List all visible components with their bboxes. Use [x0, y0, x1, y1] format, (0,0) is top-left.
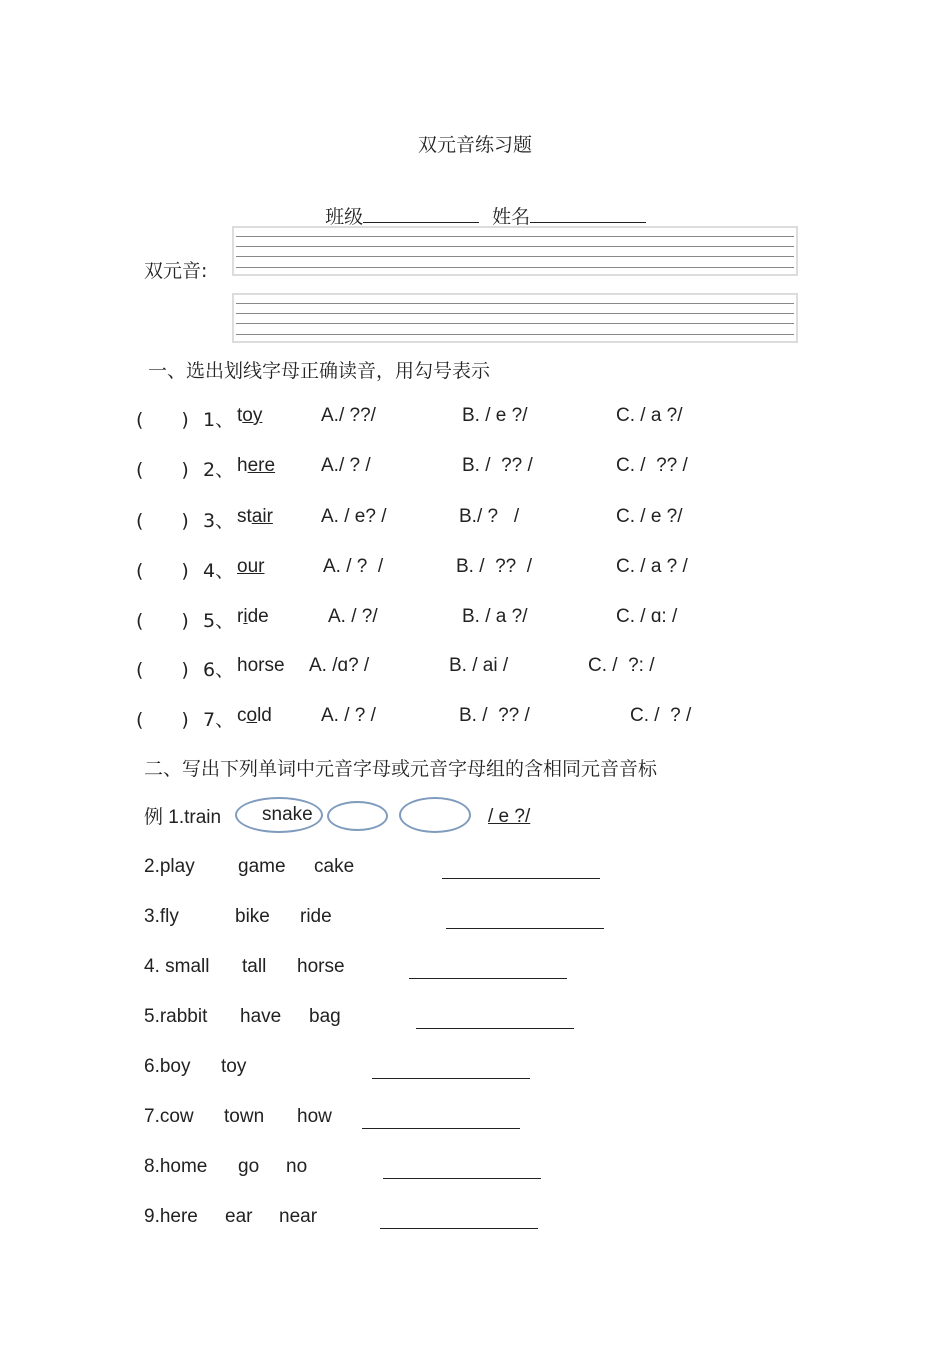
word-underlined: oy [242, 405, 263, 426]
row-word-3: bag [309, 1006, 341, 1027]
example-label: 例 1.train [144, 807, 222, 828]
word-underlined: ere [247, 455, 276, 476]
option-b[interactable]: B. / ?? / [459, 705, 530, 726]
answer-paren[interactable]: ( ) [136, 510, 189, 532]
item-word [237, 556, 264, 578]
diphthong-label: 双元音: [144, 260, 208, 282]
item-number: 2、 [203, 459, 235, 481]
option-b[interactable]: B. / a ?/ [462, 606, 528, 627]
class-blank[interactable] [363, 204, 479, 223]
row-word-2: toy [221, 1056, 247, 1077]
item-word [237, 506, 273, 528]
answer-blank[interactable] [446, 928, 604, 929]
option-a[interactable]: A. /ɑ? / [309, 655, 370, 676]
option-b[interactable]: B. / e ?/ [462, 405, 528, 426]
word-underlined: our [237, 556, 265, 577]
name-blank[interactable] [530, 204, 646, 223]
writing-box-2[interactable] [232, 293, 798, 343]
row-word-1: 6.boy [144, 1056, 191, 1077]
answer-paren[interactable]: ( ) [136, 560, 189, 582]
item-number: 4、 [203, 560, 235, 582]
row-word-2: go [238, 1156, 260, 1177]
item-word [237, 705, 272, 727]
item-word [237, 655, 285, 677]
word-underlined: air [251, 506, 273, 527]
writing-box-1[interactable] [232, 226, 798, 276]
item-number: 1、 [203, 409, 235, 431]
row-word-2: town [224, 1106, 265, 1127]
answer-paren[interactable]: ( ) [136, 610, 189, 632]
row-word-2: game [238, 856, 286, 877]
option-a[interactable]: A. / ? / [323, 556, 384, 577]
name-label: 姓名 [492, 206, 531, 228]
row-word-3: how [297, 1106, 332, 1127]
row-word-1: 9.here [144, 1206, 198, 1227]
option-c[interactable]: C. / ? / [630, 705, 692, 726]
row-word-2: ear [225, 1206, 253, 1227]
row-word-2: bike [235, 906, 270, 927]
option-c[interactable]: C. / a ? / [616, 556, 688, 577]
row-word-2: have [240, 1006, 282, 1027]
word-underlined: i [243, 606, 248, 627]
option-c[interactable]: C. / ?? / [616, 455, 688, 476]
example-circle-blank-1[interactable] [327, 801, 388, 831]
row-word-3: no [286, 1156, 308, 1177]
row-word-3: cake [314, 856, 355, 877]
example-answer: / e ?/ [488, 806, 531, 827]
answer-blank[interactable] [416, 1028, 574, 1029]
word-prefix: c [237, 705, 247, 726]
class-field [313, 180, 479, 229]
item-number: 7、 [203, 709, 235, 731]
option-b[interactable]: B. / ?? / [462, 455, 533, 476]
row-word-1: 3.fly [144, 906, 179, 927]
word-suffix: ld [257, 705, 272, 726]
row-word-1: 5.rabbit [144, 1006, 208, 1027]
option-c[interactable]: C. / a ?/ [616, 405, 683, 426]
row-word-3: near [279, 1206, 318, 1227]
section2-heading: 二、写出下列单词中元音字母或元音字母组的含相同元音音标 [144, 758, 658, 780]
example-circle-blank-2[interactable] [399, 797, 471, 833]
row-word-3: ride [300, 906, 332, 927]
option-c[interactable]: C. / ?: / [588, 655, 655, 676]
item-number: 6、 [203, 659, 235, 681]
item-number: 3、 [203, 510, 235, 532]
word-prefix: t [237, 405, 243, 426]
row-word-1: 2.play [144, 856, 195, 877]
option-c[interactable]: C. / ɑ: / [616, 606, 678, 627]
row-word-2: tall [242, 956, 267, 977]
word-prefix: horse [237, 655, 285, 676]
option-a[interactable]: A. / e? / [321, 506, 387, 527]
answer-blank[interactable] [372, 1078, 530, 1079]
item-word [237, 405, 262, 427]
option-b[interactable]: B./ ? / [459, 506, 520, 527]
item-word [237, 455, 275, 477]
answer-paren[interactable]: ( ) [136, 659, 189, 681]
item-word [237, 606, 269, 628]
option-b[interactable]: B. / ai / [449, 655, 509, 676]
section1-heading: 一、选出划线字母正确读音，用勾号表示 [148, 360, 491, 382]
answer-blank[interactable] [442, 878, 600, 879]
word-prefix: r [237, 606, 244, 627]
option-b[interactable]: B. / ?? / [456, 556, 533, 577]
row-word-1: 7.cow [144, 1106, 194, 1127]
answer-blank[interactable] [380, 1228, 538, 1229]
answer-paren[interactable]: ( ) [136, 709, 189, 731]
row-word-1: 8.home [144, 1156, 208, 1177]
example-word-snake: snake [262, 804, 313, 825]
option-a[interactable]: A./ ??/ [321, 405, 376, 426]
word-prefix: h [237, 455, 248, 476]
page-title: 双元音练习题 [417, 134, 532, 156]
option-c[interactable]: C. / e ?/ [616, 506, 683, 527]
class-label: 班级 [325, 206, 364, 228]
name-field [480, 180, 646, 229]
option-a[interactable]: A. / ?/ [328, 606, 378, 627]
option-a[interactable]: A. / ? / [321, 705, 376, 726]
answer-blank[interactable] [362, 1128, 520, 1129]
answer-blank[interactable] [383, 1178, 541, 1179]
answer-blank[interactable] [409, 978, 567, 979]
option-a[interactable]: A./ ? / [321, 455, 371, 476]
row-word-1: 4. small [144, 956, 210, 977]
answer-paren[interactable]: ( ) [136, 459, 189, 481]
word-prefix: st [237, 506, 252, 527]
row-word-3: horse [297, 956, 345, 977]
item-number: 5、 [203, 610, 235, 632]
word-underlined: o [246, 705, 258, 726]
word-suffix: de [247, 606, 269, 627]
answer-paren[interactable]: ( ) [136, 409, 189, 431]
